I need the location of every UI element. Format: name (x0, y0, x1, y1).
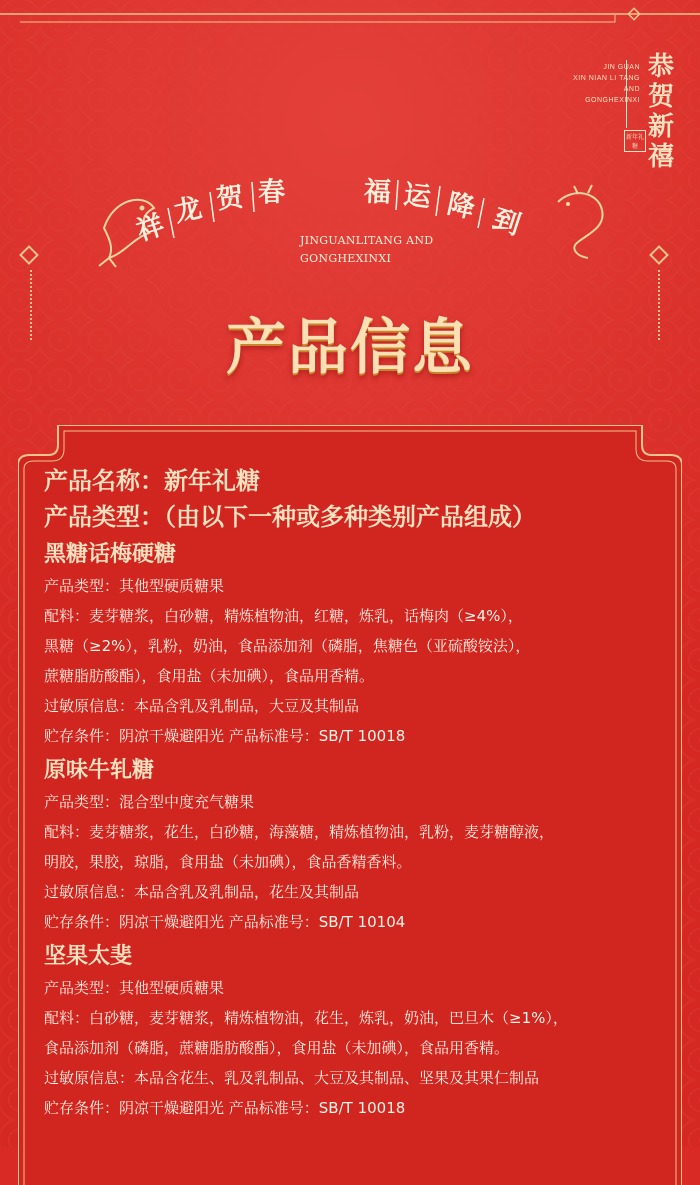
info-row: 蔗糖脂肪酸酯），食用盐（未加碘），食品用香精。 (44, 667, 375, 685)
info-row: 贮存条件：阴凉干燥避阳光 产品标准号：SB/T 10018 (44, 727, 406, 745)
info-row: 黑糖（≥2%），乳粉，奶油，食品添加剂（磷脂，焦糖色（亚硫酸铵法）， (44, 637, 531, 655)
page-title: 产品信息 (226, 313, 474, 383)
banner-char: 祥 (132, 209, 169, 248)
top-border-decoration (0, 0, 700, 40)
section-title: 原味牛轧糖 (44, 757, 155, 783)
info-row: 过敏原信息：本品含乳及乳制品，大豆及其制品 (44, 697, 360, 715)
section-title: 黑糖话梅硬糖 (44, 541, 177, 567)
product-name-line: 产品名称：新年礼糖 (44, 467, 260, 495)
info-row: 明胶，果胶，琼脂，食用盐（未加碘），食品香精香料。 (44, 853, 412, 871)
info-row: 产品类型：其他型硬质糖果 (44, 577, 225, 595)
info-row: 过敏原信息：本品含花生、乳及乳制品、大豆及其制品、坚果及其果仁制品 (44, 1069, 540, 1087)
product-info-panel (18, 425, 682, 1185)
seal-english-text: JIN GUAN XIN NIAN LI TANG AND GONGHEXINXI (573, 64, 640, 104)
seal-stamp: 新年礼糖 (624, 130, 646, 152)
banner-char: 运 (401, 179, 433, 214)
product-type-line: 产品类型：（由以下一种或多种类别产品组成） (44, 503, 536, 531)
info-row: 产品类型：其他型硬质糖果 (44, 979, 225, 997)
section-title: 坚果太斐 (44, 943, 133, 969)
banner-char: 福 (363, 176, 392, 209)
banner-char: 降 (444, 188, 478, 225)
info-row: 产品类型：混合型中度充气糖果 (44, 793, 255, 811)
banner-char: 龙 (171, 192, 205, 229)
info-row: 配料：麦芽糖浆，花生，白砂糖，海藻糖，精炼植物油，乳粉，麦芽糖醇液， (44, 823, 555, 841)
banner-char: 到 (488, 203, 525, 242)
banner-subtitle: JINGUANLITANG AND GONGHEXINXI (300, 234, 434, 265)
info-row: 配料：白砂糖，麦芽糖浆，精炼植物油，花生，炼乳，奶油，巴旦木（≥1%）， (44, 1009, 568, 1027)
info-row: 配料：麦芽糖浆，白砂糖，精炼植物油，红糖，炼乳，话梅肉（≥4%）， (44, 607, 523, 625)
banner-char: 春 (257, 176, 286, 209)
seal-title: 恭贺新禧 (648, 52, 675, 172)
info-row: 贮存条件：阴凉干燥避阳光 产品标准号：SB/T 10104 (44, 913, 406, 931)
banner-char: 贺 (214, 181, 246, 216)
info-row: 贮存条件：阴凉干燥避阳光 产品标准号：SB/T 10018 (44, 1099, 406, 1117)
panel-content (44, 463, 664, 1123)
info-row: 食品添加剂（磷脂，蔗糖脂肪酸酯），食用盐（未加碘），食品用香精。 (44, 1039, 510, 1057)
info-row: 过敏原信息：本品含乳及乳制品，花生及其制品 (44, 883, 360, 901)
